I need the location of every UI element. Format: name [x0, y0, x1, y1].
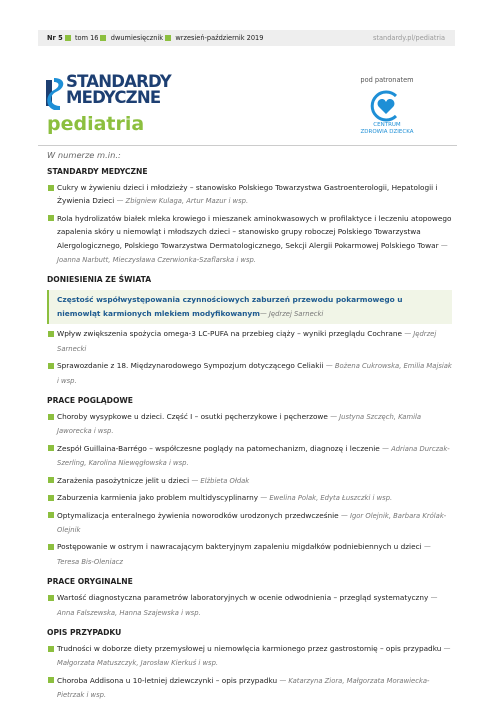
table-of-contents — [47, 166, 452, 703]
list-item[interactable] — [47, 442, 452, 471]
green-square-icon — [165, 35, 171, 41]
article-authors: — Jędrzej Sarnecki — [259, 309, 324, 318]
article-authors: — Małgorzata Matuszczyk, Jarosław Kierkuś i wsp. — [57, 644, 451, 668]
list-item[interactable] — [47, 674, 452, 703]
volume: tom 16 — [74, 34, 99, 42]
highlighted-article[interactable] — [47, 290, 452, 324]
article-authors: — Katarzyna Ziora, Małgorzata Morawiecka-Pietrzak i wsp. — [57, 676, 430, 700]
article-title: Rola hydrolizatów białek mleka krowiego i mieszanek aminokwasowych w profilaktyce i leczeniu atopowego zapalenia skóry u niemowląt i młodszych dzieci – stanowisko grupy roboczej Polskiego Towarzystwa Alergologicznego, Polskiego Towarzystwa Dermatologicznego, Sekcji Alergii Pokarmowej Polskiego Towar — [57, 213, 452, 250]
patron-name — [340, 122, 434, 136]
article-title: Optymalizacja enteralnego żywienia noworodków urodzonych przedwcześnie — [57, 510, 339, 520]
list-item[interactable] — [47, 509, 452, 538]
article-title: Częstość współwystępowania czynnościowych zaburzeń przewodu pokarmowego u niemowląt karmionych mlekiem modyfikowanym — [57, 295, 403, 318]
header-bar — [38, 30, 455, 46]
article-title: Zespół Guillaina-Barrégo – współczesne poglądy na patomechanizm, diagnozę i leczenie — [57, 443, 380, 453]
article-title: Cukry w żywieniu dzieci i młodzieży – stanowisko Polskiego Towarzystwa Gastroenterologii, Hepatologii i Żywienia Dzieci — [57, 183, 438, 206]
divider — [38, 145, 457, 146]
heart-logo-icon — [366, 90, 406, 122]
article-authors: — Justyna Szczęch, Kamila Jaworecka i wsp. — [57, 413, 422, 436]
article-authors: — Igor Olejnik, Barbara Królak-Olejnik — [57, 511, 447, 534]
article-authors: — Teresa Bis-Oleniacz — [57, 543, 431, 566]
section-title: OPIS PRZYPADKU — [47, 627, 122, 637]
article-authors: — Jędrzej Sarnecki — [57, 330, 437, 353]
article-authors: — Adriana Durczak-Szerling, Karolina Niewęgłowska i wsp. — [57, 444, 450, 468]
brand-line2: MEDYCZNE — [66, 88, 161, 107]
list-item[interactable] — [47, 591, 452, 620]
article-authors: — Bożena Cukrowska, Emilia Majsiak i wsp. — [57, 362, 452, 385]
journal-url[interactable]: standardy.pl/pediatria — [372, 34, 445, 42]
journal-title: pediatria — [47, 113, 145, 135]
list-item[interactable] — [47, 474, 452, 488]
list-item[interactable] — [47, 491, 452, 505]
article-title: Zaburzenia karmienia jako problem multidyscyplinarny — [57, 493, 259, 503]
section-title: DONIESIENIA ZE ŚWIATA — [47, 275, 152, 285]
list-item[interactable] — [47, 410, 452, 439]
article-title: Choroby wysypkowe u dzieci. Część I – osutki pęcherzykowe i pęcherzowe — [57, 412, 328, 422]
list-item[interactable] — [47, 540, 452, 569]
list-item[interactable] — [47, 359, 452, 388]
green-square-icon — [65, 35, 71, 41]
article-authors: — Zbigniew Kulaga, Artur Mazur i wsp. — [116, 197, 249, 206]
issue-date: wrzesień-październik 2019 — [175, 34, 264, 42]
article-title: Trudności w doborze diety przemysłowej u niemowlęcia karmionego przez gastrostomię – opis przypadku — [57, 643, 442, 653]
article-authors: — Joanna Narbutt, Mieczysława Czerwionka-Szaflarska i wsp. — [57, 241, 448, 265]
brand-line1: STANDARDY — [66, 72, 171, 91]
intro-text: W numerze m.in.: — [47, 150, 121, 160]
patron-label: pod patronatem — [360, 76, 414, 84]
section-title: PRACE POGLĄDOWE — [47, 396, 133, 406]
article-title: Wpływ zwiększenia spożycia omega-3 LC-PUFA na przebieg ciąży – wyniki przeglądu Cochrane — [57, 329, 403, 339]
article-title: Wartość diagnostyczna parametrów laboratoryjnych w ocenie odwodnienia – przegląd systematyczny — [57, 593, 429, 603]
header-meta — [47, 30, 263, 46]
list-item[interactable] — [47, 327, 452, 356]
article-title: Sprawozdanie z 18. Międzynarodowego Sympozjum dotyczącego Celiakii — [57, 361, 324, 371]
section-title: STANDARDY MEDYCZNE — [47, 167, 148, 176]
article-title: Zarażenia pasożytnicze jelit u dzieci — [57, 475, 190, 485]
green-square-icon — [100, 35, 106, 41]
article-title: Choroba Addisona u 10-letniej dziewczynki – opis przypadku — [57, 675, 278, 685]
issue-number: Nr 5 — [47, 34, 63, 42]
list-item[interactable] — [47, 212, 452, 268]
article-authors: — Ewelina Polak, Edyta Łuszczki i wsp. — [260, 494, 393, 503]
patron-name-line2: ZDROWIA DZIECKA — [360, 129, 414, 135]
article-authors: — Elżbieta Ołdak — [191, 476, 250, 485]
list-item[interactable] — [47, 642, 452, 671]
section-title: PRACE ORYGINALNE — [47, 577, 133, 587]
article-title: Postępowanie w ostrym i nawracającym bakteryjnym zapaleniu migdałków podniebiennych u dzieci — [57, 542, 422, 552]
list-item[interactable] — [47, 181, 452, 209]
brand-name — [66, 74, 171, 106]
frequency: dwumiesięcznik — [110, 34, 164, 42]
article-authors: — Anna Falszewska, Hanna Szajewska i wsp. — [57, 594, 438, 617]
patron-name-line1: CENTRUM — [373, 122, 401, 128]
